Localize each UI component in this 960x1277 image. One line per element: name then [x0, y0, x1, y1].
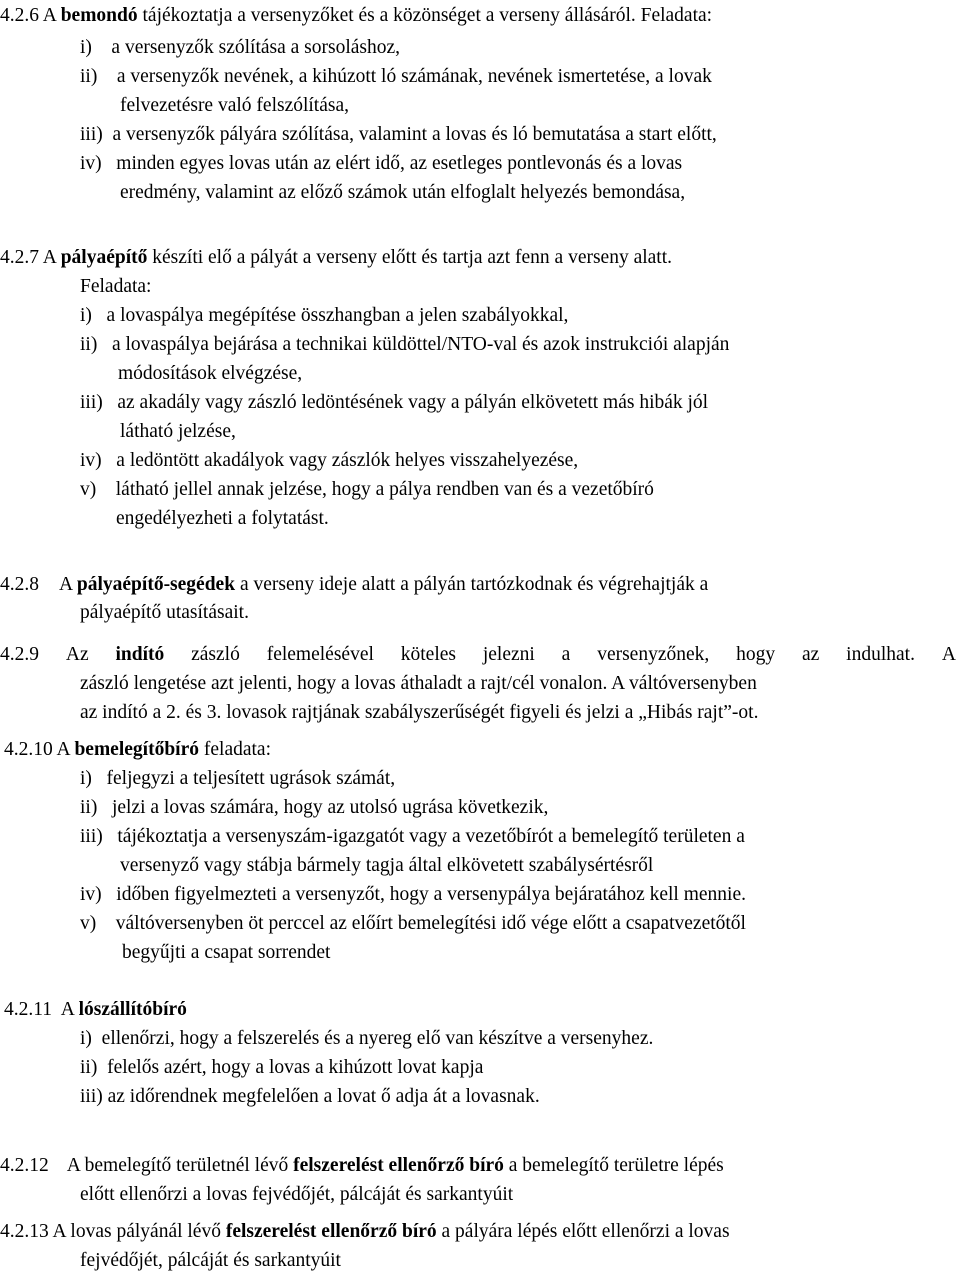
role-name: felszerelést ellenőrző bíró [225, 1221, 437, 1242]
section-number: 4.2.11 A [4, 999, 79, 1020]
section-text-continuation: zászló lengetése azt jelenti, hogy a lovas áthaladt a rajt/cél vonalon. A váltóversenyben [80, 673, 757, 694]
section-4-2-6-heading [0, 1, 712, 30]
section-text: feladata: [199, 739, 271, 760]
section-4-2-11-heading [4, 995, 187, 1024]
word: az [801, 644, 820, 665]
word: jelezni [482, 644, 535, 665]
section-text: készíti elő a pályát a verseny előtt és tartja azt fenn a verseny alatt. [147, 247, 673, 268]
list-item: i) a versenyzők szólítása a sorsoláshoz, [80, 37, 401, 58]
list-item-continuation: versenyző vagy stábja bármely tagja által elkövetett szabálysértésről [120, 855, 654, 876]
list-item-continuation: engedélyezheti a folytatást. [116, 508, 329, 529]
section-text-continuation: fejvédőjét, pálcáját és sarkantyúit [80, 1250, 341, 1271]
list-item: iii) az akadály vagy zászló ledöntésének vagy a pályán elkövetett más hibák jól [80, 392, 709, 413]
section-intro: Feladata: [80, 276, 152, 297]
list-item-continuation: felvezetésre való felszólítása, [120, 95, 350, 116]
role-name: felszerelést ellenőrző bíró [293, 1155, 504, 1176]
section-4-2-12-heading [0, 1151, 724, 1180]
section-4-2-7-heading [0, 243, 672, 272]
list-item: ii) jelzi a lovas számára, hogy az utolsó ugrása következik, [80, 797, 549, 818]
section-4-2-13-heading [0, 1217, 730, 1246]
list-item: iv) minden egyes lovas után az elért idő, az esetleges pontlevonás és a lovas [80, 153, 683, 174]
word: A [941, 644, 956, 665]
section-text: A [59, 574, 77, 595]
role-name: bemondó [60, 5, 138, 26]
list-item: iii) az időrendnek megfelelően a lovat ő adja át a lovasnak. [80, 1086, 540, 1107]
section-4-2-9-heading [0, 640, 956, 669]
word: versenyzőnek, [597, 644, 710, 665]
list-item: ii) a lovaspálya bejárása a technikai küldöttel/NTO-val és azok instrukciói alapján [80, 334, 730, 355]
section-text-continuation: pályaépítő utasításait. [80, 602, 249, 623]
list-item: ii) a versenyzők nevének, a kihúzott ló számának, nevének ismertetése, a lovak [80, 66, 712, 87]
role-name: pályaépítő-segédek [76, 574, 236, 595]
section-text: a bemelegítő területre lépés [503, 1155, 724, 1176]
word: indulhat. [846, 644, 915, 665]
list-item-continuation: módosítások elvégzése, [118, 363, 303, 384]
list-item: iv) időben figyelmezteti a versenyzőt, hogy a versenypálya bejáratához kell mennie. [80, 884, 746, 905]
role-name: bemelegítőbíró [74, 739, 199, 760]
word: Az [65, 644, 89, 665]
section-4-2-10-heading [4, 735, 271, 764]
list-item: i) ellenőrzi, hogy a felszerelés és a nyereg elő van készítve a versenyhez. [80, 1028, 654, 1049]
word: felemelésével [266, 644, 374, 665]
list-item: v) látható jellel annak jelzése, hogy a pálya rendben van és a vezetőbíró [80, 479, 654, 500]
section-number: 4.2.9 [0, 644, 39, 665]
list-item: iii) tájékoztatja a versenyszám-igazgatót vagy a vezetőbírót a bemelegítő területen a [80, 826, 745, 847]
section-number: 4.2.13 A lovas pályánál lévő [0, 1221, 226, 1242]
list-item: i) a lovaspálya megépítése összhangban a jelen szabályokkal, [80, 305, 569, 326]
role-name: pályaépítő [60, 247, 148, 268]
list-item: iii) a versenyzők pályára szólítása, valamint a lovas és ló bemutatása a start előtt, [80, 124, 717, 145]
word: a [561, 644, 571, 665]
section-text: tájékoztatja a versenyzőket és a közönséget a verseny állásáról. Feladata: [137, 5, 713, 26]
list-item-continuation: begyűjti a csapat sorrendet [122, 942, 331, 963]
section-text: A bemelegítő területnél lévő [66, 1155, 294, 1176]
word: zászló [191, 644, 240, 665]
section-text-continuation: az indító a 2. és 3. lovasok rajtjának szabályszerűségét figyeli és jelzi a „Hibás rajt”-ot. [80, 702, 759, 723]
list-item: v) váltóversenyben öt perccel az előírt bemelegítési idő vége előtt a csapatvezetőtől [80, 913, 746, 934]
word: hogy [736, 644, 776, 665]
list-item-continuation: eredmény, valamint az előző számok után elfoglalt helyezés bemondása, [120, 182, 686, 203]
section-number: 4.2.6 A [0, 5, 61, 26]
role-name: indító [115, 644, 165, 665]
list-item: ii) felelős azért, hogy a lovas a kihúzott lovat kapja [80, 1057, 484, 1078]
section-number: 4.2.7 A [0, 247, 61, 268]
list-item-continuation: látható jelzése, [120, 421, 236, 442]
section-4-2-8-heading [0, 570, 708, 599]
role-name: lószállítóbíró [78, 999, 187, 1020]
word: köteles [400, 644, 456, 665]
section-number: 4.2.8 [0, 574, 39, 595]
section-text-continuation: előtt ellenőrzi a lovas fejvédőjét, pálcáját és sarkantyúit [80, 1184, 514, 1205]
list-item: iv) a ledöntött akadályok vagy zászlók helyes visszahelyezése, [80, 450, 579, 471]
section-text: a pályára lépés előtt ellenőrzi a lovas [436, 1221, 730, 1242]
section-text: a verseny ideje alatt a pályán tartózkodnak és végrehajtják a [235, 574, 709, 595]
section-number: 4.2.10 A [4, 739, 75, 760]
section-number: 4.2.12 [0, 1155, 49, 1176]
list-item: i) feljegyzi a teljesített ugrások számát, [80, 768, 396, 789]
